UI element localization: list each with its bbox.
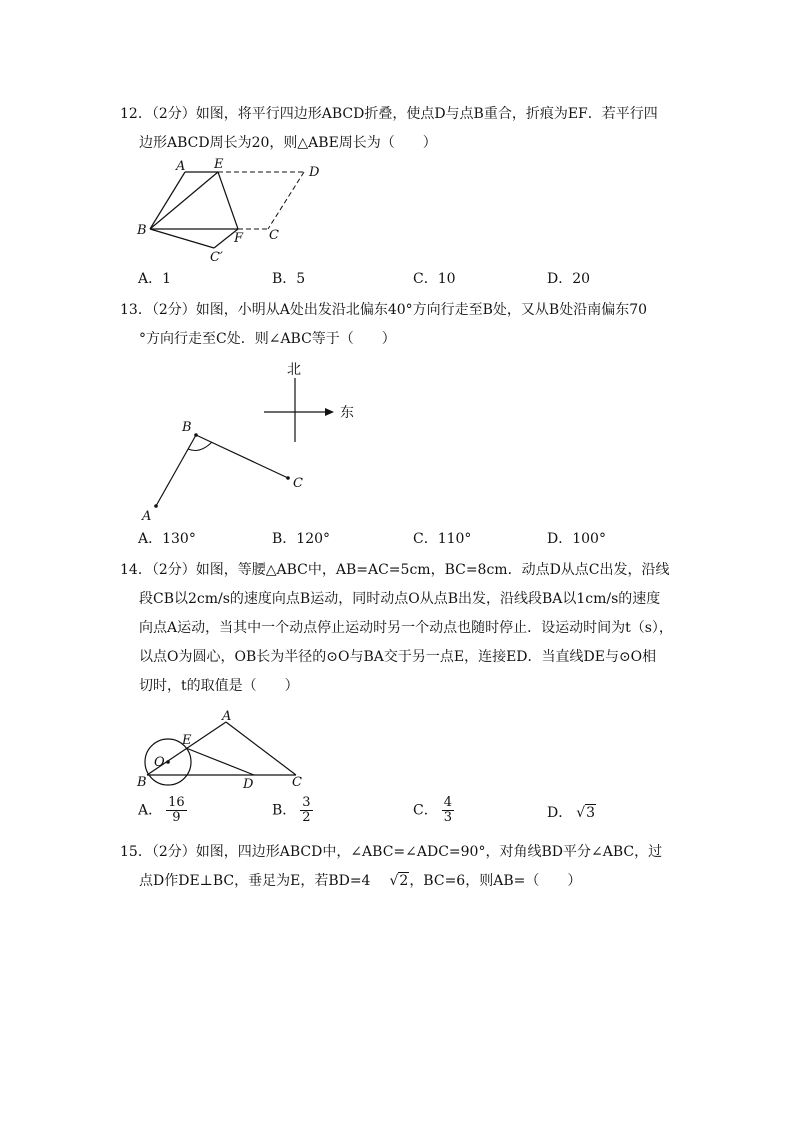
denominator: 3 [443, 810, 452, 825]
label-A: A [176, 159, 186, 174]
q14-option-b-prefix: B． [272, 802, 297, 819]
seg-BA [150, 172, 185, 229]
sqrt-3: √3 [576, 805, 596, 821]
label-D: D [243, 777, 254, 792]
label-east: 东 [340, 405, 354, 421]
q13-option-a[interactable]: A．130° [138, 531, 196, 547]
label-B: B [182, 420, 192, 435]
fraction-16-9 [166, 796, 187, 825]
q13-line-1: 13．（2分）如图，小明从A处出发沿北偏东40°方向行走至B处，又从B处沿南偏东70 [120, 302, 648, 318]
q13-line-2: °方向行走至C处．则∠ABC等于（ ） [139, 331, 396, 347]
radicand: 3 [586, 805, 596, 821]
seg-EF [218, 172, 238, 229]
q12-line-1: 12．（2分）如图，将平行四边形ABCD折叠，使点D与点B重合，折痕为EF．若平行四 [120, 106, 658, 122]
q12-option-b[interactable]: B．5 [272, 271, 306, 287]
q14-option-d-prefix: D． [547, 805, 573, 821]
seg-BE [150, 172, 218, 229]
q14-option-a-prefix: A． [138, 802, 163, 819]
point-C [286, 476, 290, 480]
label-O: O [154, 755, 165, 770]
sqrt-2: √2 [389, 873, 409, 889]
label-F: F [234, 231, 244, 246]
question-15 [120, 838, 680, 896]
q15-line-2-end: ，BC=6，则AB=（ ） [409, 873, 582, 889]
q15-line-2-start: 点D作DE⊥BC，垂足为E，若BD=4 [139, 873, 371, 889]
q14-line-2: 段CB以2cm/s的速度向点B运动，同时动点O从点B出发，沿线段BA以1cm/s的速度 [139, 591, 661, 607]
label-E: E [182, 733, 192, 748]
q15-line-2 [120, 867, 680, 896]
q14-line-5: 切时，t的取值是（ ） [139, 678, 299, 694]
seg-BC [196, 435, 288, 478]
label-A: A [142, 509, 152, 524]
q14-line-1: 14．（2分）如图，等腰△ABC中，AB=AC=5cm，BC=8cm．动点D从点C出发，沿线 [120, 562, 670, 578]
label-C: C [293, 476, 303, 491]
q14-option-d[interactable] [547, 802, 596, 822]
seg-ED [186, 748, 254, 775]
denominator: 9 [172, 810, 181, 825]
q13-option-d[interactable]: D．100° [547, 531, 606, 547]
q14-options [138, 796, 678, 832]
numerator: 4 [443, 795, 452, 810]
point-O [166, 760, 170, 764]
label-north: 北 [287, 362, 301, 378]
question-12 [120, 100, 680, 158]
label-E: E [214, 157, 224, 172]
q13-option-c[interactable]: C．110° [413, 531, 472, 547]
label-C: C [292, 775, 302, 790]
q13-figure [130, 356, 370, 526]
label-D: D [309, 165, 320, 180]
label-A: A [222, 709, 232, 724]
q12-line-2: 边形ABCD周长为20，则△ABE周长为（ ） [139, 135, 437, 151]
seg-AC [226, 722, 296, 775]
question-14 [120, 556, 680, 701]
east-arrow-icon [325, 408, 334, 416]
q15-line-1: 15．（2分）如图，四边形ABCD中，∠ABC=∠ADC=90°，对角线BD平分∠ABC，过 [120, 844, 663, 860]
seg-BCp [150, 229, 214, 248]
point-A [154, 504, 158, 508]
q13-option-b[interactable]: B．120° [272, 531, 331, 547]
q14-option-a[interactable] [138, 796, 187, 825]
q13-options [138, 528, 678, 552]
label-B: B [137, 223, 147, 238]
q14-option-c[interactable] [413, 796, 454, 825]
q14-figure [130, 706, 330, 792]
radicand: 2 [399, 873, 409, 889]
label-Cprime: C′ [210, 250, 223, 264]
seg-AB [156, 435, 196, 506]
q12-options [138, 268, 678, 292]
point-B [194, 433, 198, 437]
q12-option-c[interactable]: C．10 [413, 271, 456, 287]
numerator: 16 [168, 795, 185, 810]
q14-line-3: 向点A运动，当其中一个动点停止运动时另一个动点也随时停止．设运动时间为t（s）， [139, 620, 673, 636]
q14-option-b[interactable] [272, 796, 313, 825]
q12-figure [130, 156, 330, 264]
seg-DC-dashed [268, 172, 304, 229]
fraction-4-3 [442, 796, 454, 825]
q14-option-c-prefix: C． [413, 802, 438, 819]
label-C: C [269, 228, 279, 243]
q12-option-a[interactable]: A．1 [138, 271, 172, 287]
question-13 [120, 296, 680, 354]
q12-option-d[interactable]: D．20 [547, 271, 591, 287]
denominator: 2 [302, 810, 311, 825]
q14-line-4: 以点O为圆心，OB长为半径的⊙O与BA交于另一点E，连接ED．当直线DE与⊙O相 [139, 649, 657, 665]
label-B: B [137, 775, 147, 790]
fraction-3-2 [300, 796, 312, 825]
numerator: 3 [302, 795, 311, 810]
